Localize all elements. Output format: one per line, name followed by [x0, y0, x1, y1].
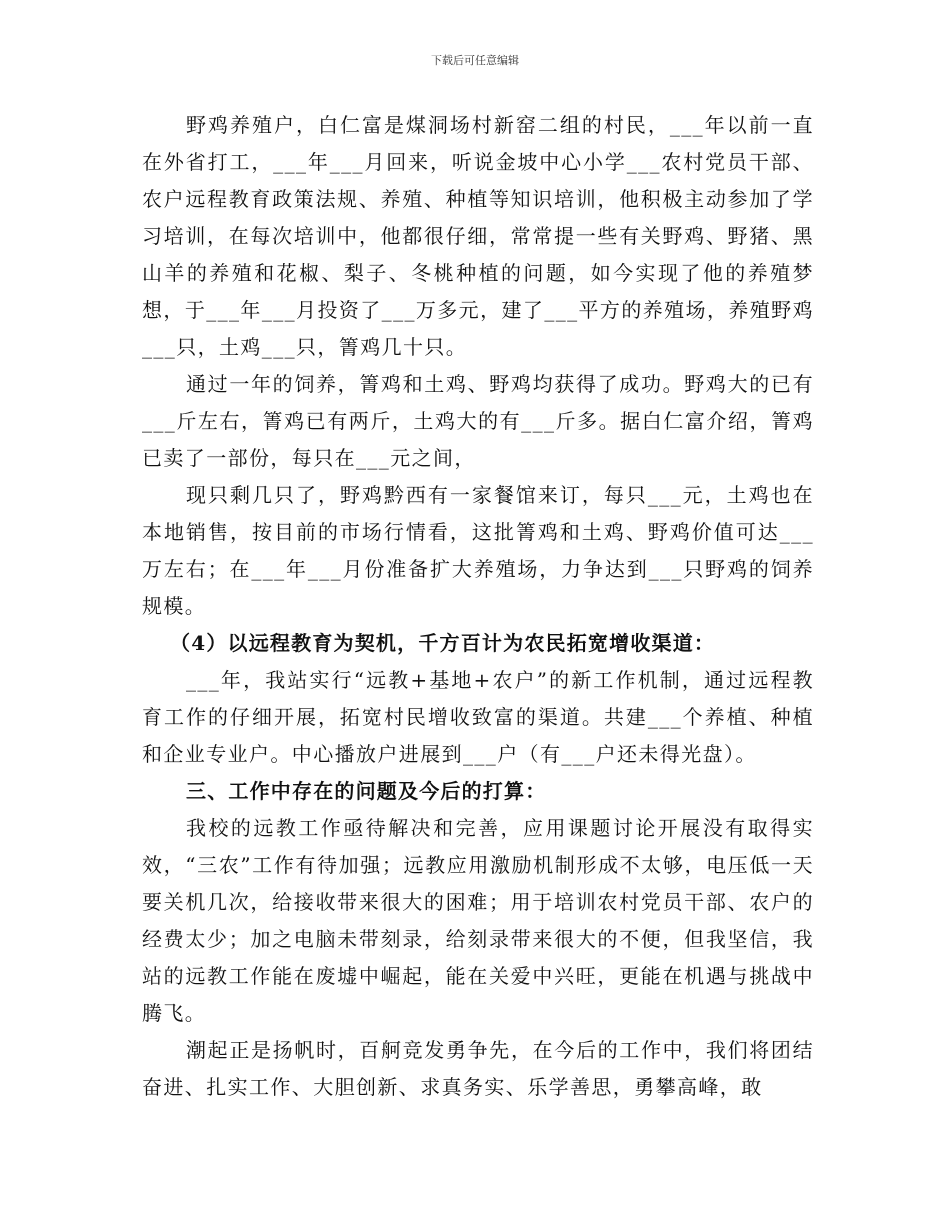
paragraph-market-value: 现只剩几只了，野鸡黔西有一家餐馆来订，每只___元，土鸡也在本地销售，按目前的市场行情看，这批箐鸡和土鸡、野鸡价值可达___万左右；在___年___月份准备扩大养殖场，力争达到___只野鸡的饲养规模。 [142, 483, 814, 618]
paragraph-raising-results: 通过一年的饲养，箐鸡和土鸡、野鸡均获得了成功。野鸡大的已有___斤左右，箐鸡已有两斤，土鸡大的有___斤多。据白仁富介绍，箐鸡已卖了一部份，每只在___元之间， [142, 372, 814, 470]
section-heading-4: （4）以远程教育为契机，千方百计为农民拓宽增收渠道： [170, 631, 716, 655]
paragraph-outlook: 潮起正是扬帆时，百舸竞发勇争先，在今后的工作中，我们将团结奋进、扎实工作、大胆创新、求真务实、乐学善思，勇攀高峰，敢 [142, 1038, 814, 1099]
paragraph-new-mechanism: ___年，我站实行“远教+基地+农户”的新工作机制，通过远程教育工作的仔细开展，拓宽村民增收致富的渠道。共建___个养植、种植和企业专业户。中心播放户进展到___户（有___户还未得光盘）。 [142, 668, 814, 766]
page-header: 下载后可任意编辑 [431, 54, 519, 67]
paragraph-pheasant-farmer: 野鸡养殖户，白仁富是煤洞场村新窑二组的村民，___年以前一直在外省打工，___年___月回来，听说金坡中心小学___农村党员干部、农户远程教育政策法规、养殖、种植等知识培训，他积极主动参加了学习培训，在每次培训中，他都很仔细，常常提一些有关野鸡、野猪、黑山羊的养殖和花椒、梨子、冬桃种植的问题，如今实现了他的养殖梦想，于___年___月投资了___万多元，建了___平方的养殖场，养殖野鸡___只，土鸡___只，箐鸡几十只。 [142, 113, 814, 359]
section-heading-3: 三、工作中存在的问题及今后的打算： [186, 779, 547, 803]
document-body [142, 107, 814, 1106]
paragraph-problems: 我校的远教工作亟待解决和完善，应用课题讨论开展没有取得实效，“三农”工作有待加强；远教应用激励机制形成不太够，电压低一天要关机几次，给接收带来很大的困难；用于培训农村党员干部、农户的经费太少；加之电脑未带刻录，给刻录带来很大的不便，但我坚信，我站的远教工作能在废墟中崛起，能在关爱中兴旺，更能在机遇与挑战中腾飞。 [142, 816, 814, 1025]
